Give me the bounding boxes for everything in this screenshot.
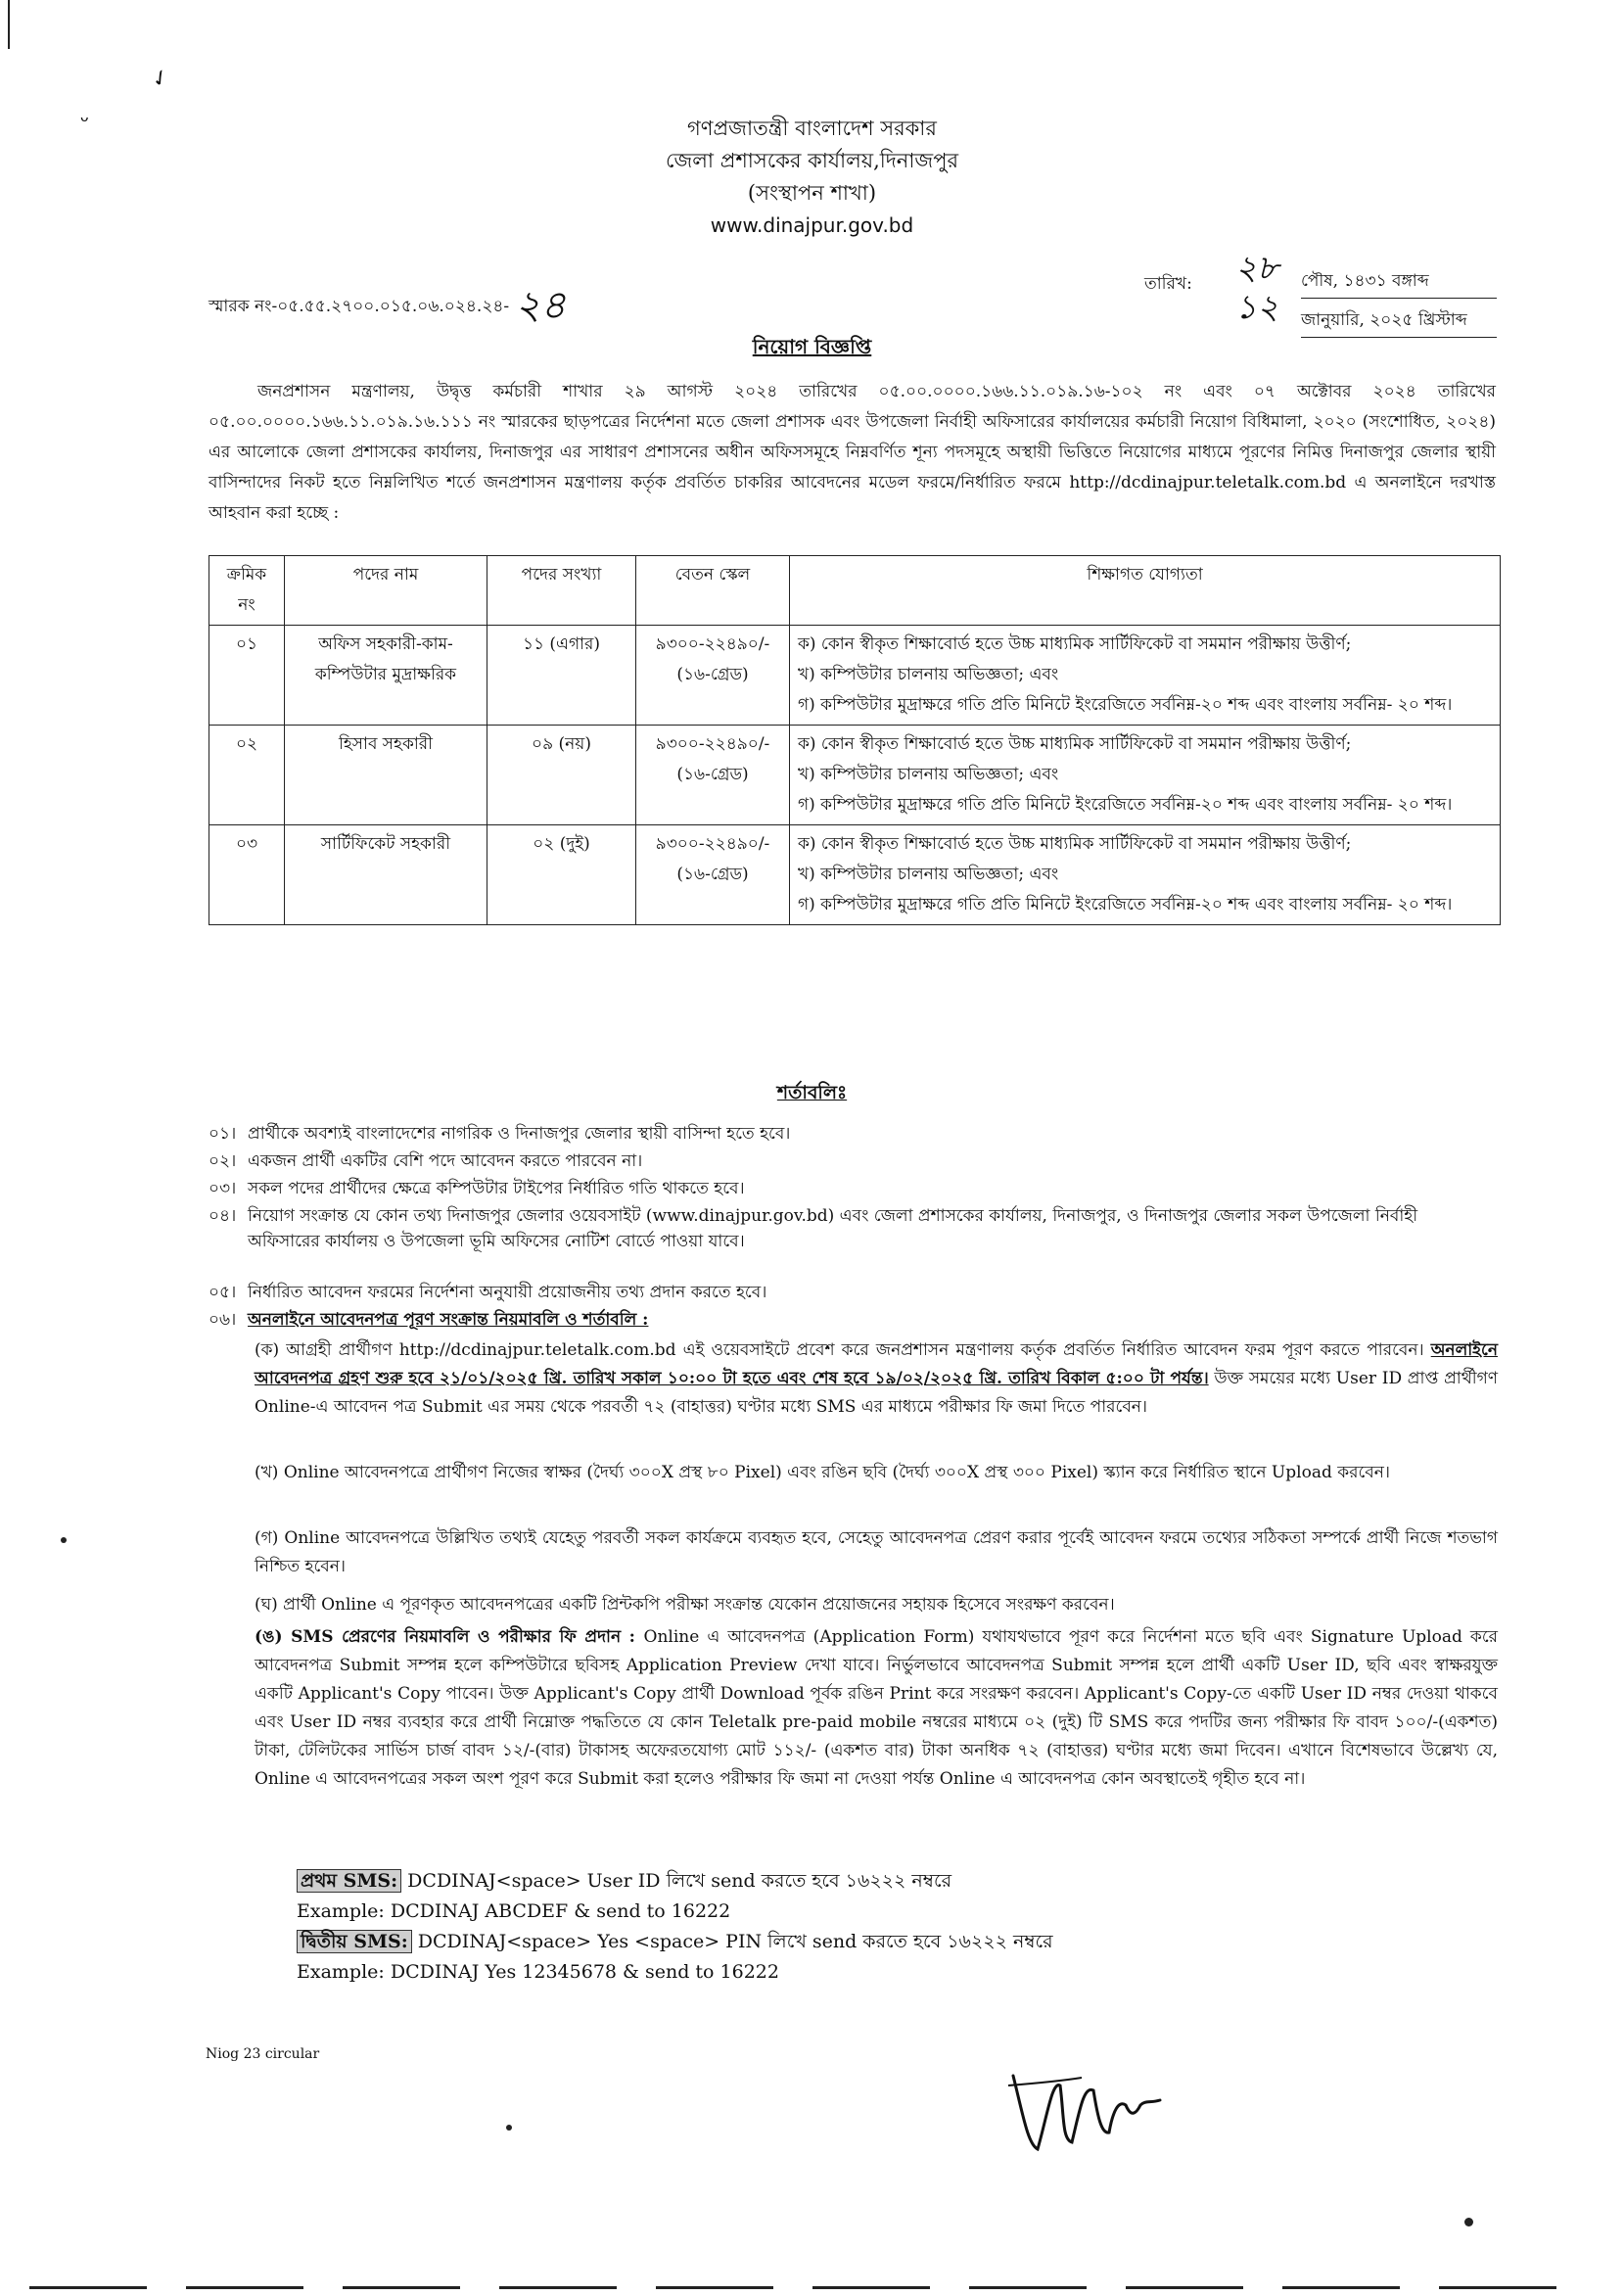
condition-item: ০৪। নিয়োগ সংক্রান্ত যে কোন তথ্য দিনাজপুর জেলার ওয়েবসাইট (www.dinajpur.gov.bd) এবং জেলা প্রশাসকের কার্যালয়, দিনাজপুর, ও দিনাজপুর জেলার সকল উপজেলা নির্বাহী অফিসারের কার্যালয় ও উপজেলা ভূমি অফিসের নোটিশ বোর্ডে পাওয়া যাবে। — [209, 1206, 1418, 1251]
scan-mark: ✓ — [146, 64, 175, 94]
margin-line — [8, 0, 10, 49]
sms-first-example: Example: DCDINAJ ABCDEF & send to 16222 — [297, 1900, 731, 1922]
col-pay-scale: বেতন স্কেল — [636, 556, 790, 626]
condition-item: ০৩। সকল পদের প্রার্থীদের ক্ষেত্রে কম্পিউটার টাইপের নির্ধারিত গতি থাকতে হবে। — [209, 1179, 745, 1198]
intro-paragraph: জনপ্রশাসন মন্ত্রণালয়, উদ্বৃত্ত কর্মচারী শাখার ২৯ আগস্ট ২০২৪ তারিখের ০৫.০০.০০০০.১৬৬.১১.০১৯.১৬-১০২ নং এবং ০৭ অক্টোবর ২০২৪ তারিখের ০৫.০০.০০০০.১৬৬.১১.০১৯.১৬.১১১ নং স্মারকের ছাড়পত্রের নির্দেশনা মতে জেলা প্রশাসক এবং উপজেলা নির্বাহী অফিসারের কার্যালয়ের কর্মচারী নিয়োগ বিধিমালা, ২০২০ (সংশোধিত, ২০২৪) এর আলোকে জেলা প্রশাসকের কার্যালয়, দিনাজপুর এর সাধারণ প্রশাসনের অধীন অফিসসমূহে নিম্নবর্ণিত শূন্য পদসমূহে অস্থায়ী ভিত্তিতে নিয়োগের মাধ্যমে পূরণের নিমিত্ত দিনাজপুর জেলার স্থায়ী বাসিন্দাদের নিকট হতে নিম্নলিখিত শর্তে জনপ্রশাসন মন্ত্রণালয় কর্তৃক প্রবর্তিত চাকরির আবেদনের মডেল ফরমে/নির্ধারিত ফরমে http://dcdinajpur.teletalk.com.bd এ অনলাইনে দরখাস্ত আহবান করা হচ্ছে : — [209, 382, 1496, 523]
clause-umo: (ঙ) SMS প্রেরণের নিয়মাবলি ও পরীক্ষার ফি প্রদান : Online এ আবেদনপত্র (Application Form) যথাযথভাবে পূরণ করে নির্দেশনা মতে ছবি এবং Signature Upload করে আবেদনপত্র Submit সম্পন্ন হলে কম্পিউটারে ছবিসহ Application Preview দেখা যাবে। নির্ভুলভাবে আবেদনপত্র Submit সম্পন্ন হলে প্রার্থী একটি User ID, ছবি এবং স্বাক্ষরযুক্ত একটি Applicant's Copy পাবেন। উক্ত Applicant's Copy প্রার্থী Download পূর্বক রঙিন Print করে সংরক্ষণ করবেন। Applicant's Copy-তে একটি User ID নম্বর দেওয়া থাকবে এবং User ID নম্বর ব্যবহার করে প্রার্থী নিম্নোক্ত পদ্ধতিতে যে কোন Teletalk pre-paid mobile নম্বরের মাধ্যমে ০২ (দুই) টি SMS করে পদটির জন্য পরীক্ষার ফি বাবদ ১০০/-(একশত) টাকা, টেলিটকের সার্ভিস চার্জ বাবদ ১২/-(বার) টাকাসহ অফেরতযোগ্য মোট ১১২/- (একশত বার) টাকা অনধিক ৭২ (বাহাত্তর) ঘণ্টার মধ্যে জমা দিবেন। এখানে বিশেষভাবে উল্লেখ্য যে, Online এ আবেদনপত্রের সকল অংশ পূরণ করে Submit করা হলেও পরীক্ষার ফি জমা না দেওয়া পর্যন্ত Online এ আবেদনপত্র কোন অবস্থাতেই গৃহীত হবে না। — [255, 1627, 1499, 1789]
sms-second: দ্বিতীয় SMS: DCDINAJ<space> Yes <space> PIN লিখে send করতে হবে ১৬২২২ নম্বরে — [297, 1928, 1053, 1955]
condition-item: ০৬। অনলাইনে আবেদনপত্র পূরণ সংক্রান্ত নিয়মাবলি ও শর্তাবলি : — [209, 1310, 649, 1330]
signature — [1003, 2056, 1170, 2164]
table-row — [209, 626, 1501, 726]
row-qualification: ক) কোন স্বীকৃত শিক্ষাবোর্ড হতে উচ্চ মাধ্যমিক সার্টিফিকেট বা সমমান পরীক্ষায় উত্তীর্ণ; খ) কম্পিউটার চালনায় অভিজ্ঞতা; এবং গ) কম্পিউটার মুদ্রাক্ষরে গতি প্রতি মিনিটে ইংরেজিতে সর্বনিম্ন-২০ শব্দ এবং বাংলায় সর্বনিম্ন- ২০ শব্দ। — [790, 626, 1501, 726]
date-block — [1144, 249, 1497, 338]
date-english-month-year: জানুয়ারি, ২০২৫ খ্রিস্টাব্দ — [1301, 307, 1497, 338]
condition-item: ০১। প্রার্থীকে অবশ্যই বাংলাদেশের নাগরিক ও দিনাজপুর জেলার স্থায়ী বাসিন্দা হতে হবে। — [209, 1124, 791, 1144]
clause-ka: (ক) আগ্রহী প্রার্থীগণ http://dcdinajpur.teletalk.com.bd এই ওয়েবসাইটে প্রবেশ করে জনপ্রশাসন মন্ত্রণালয় কর্তৃক প্রবর্তিত নির্ধারিত আবেদন ফরম পূরণ করতে পারবেন। অনলাইনে আবেদনপত্র গ্রহণ শুরু হবে ২১/০১/২০২৫ খ্রি. তারিখ সকাল ১০:০০ টা হতে এবং শেষ হবে ১৯/০২/২০২৫ খ্রি. তারিখ বিকাল ৫:০০ টা পর্যন্ত। উক্ত সময়ের মধ্যে User ID প্রাপ্ত প্রার্থীগণ Online-এ আবেদন পত্র Submit এর সময় থেকে পরবর্তী ৭২ (বাহাত্তর) ঘণ্টার মধ্যে SMS এর মাধ্যমে পরীক্ষার ফি জমা দিতে পারবেন। — [255, 1340, 1499, 1417]
scan-mark: ᴗ — [80, 110, 89, 125]
table-row — [209, 726, 1501, 825]
row-post-count: ০৯ (নয়) — [487, 726, 636, 825]
notice-title: নিয়োগ বিজ্ঞপ্তি — [752, 335, 872, 358]
date-english-day: ১২ — [1234, 288, 1279, 327]
clause-gha: (ঘ) প্রার্থী Online এ পূরণকৃত আবেদনপত্রের একটি প্রিন্টকপি পরীক্ষা সংক্রান্ত যেকোন প্রয়োজনের সহায়ক হিসেবে সংরক্ষণ করবেন। — [255, 1595, 1115, 1615]
row-pay-scale: ৯৩০০-২২৪৯০/- (১৬-গ্রেড) — [636, 825, 790, 925]
header-line-govt: গণপ্রজাতন্ত্রী বাংলাদেশ সরকার — [687, 117, 937, 140]
row-pay-scale: ৯৩০০-২২৪৯০/- (১৬-গ্রেড) — [636, 626, 790, 726]
row-post-name: সার্টিফিকেট সহকারী — [285, 825, 487, 925]
header-line-branch: (সংস্থাপন শাখা) — [747, 181, 877, 205]
clause-kha: (খ) Online আবেদনপত্রে প্রার্থীগণ নিজের স্বাক্ষর (দৈর্ঘ্য ৩০০X প্রস্থ ৮০ Pixel) এবং রঙিন ছবি (দৈর্ঘ্য ৩০০X প্রস্থ ৩০০ Pixel) স্ক্যান করে নির্ধারিত স্থানে Upload করবেন। — [255, 1463, 1390, 1482]
row-qualification: ক) কোন স্বীকৃত শিক্ষাবোর্ড হতে উচ্চ মাধ্যমিক সার্টিফিকেট বা সমমান পরীক্ষায় উত্তীর্ণ; খ) কম্পিউটার চালনায় অভিজ্ঞতা; এবং গ) কম্পিউটার মুদ্রাক্ষরে গতি প্রতি মিনিটে ইংরেজিতে সর্বনিম্ন-২০ শব্দ এবং বাংলায় সর্বনিম্ন- ২০ শব্দ। — [790, 726, 1501, 825]
col-qualification: শিক্ষাগত যোগ্যতা — [790, 556, 1501, 626]
scan-dot — [1464, 2218, 1473, 2226]
col-post-name: পদের নাম — [285, 556, 487, 626]
condition-item: ০২। একজন প্রার্থী একটির বেশি পদে আবেদন করতে পারবেন না। — [209, 1151, 643, 1171]
memo-number — [209, 274, 566, 340]
memo-label: স্মারক নং-০৫.৫৫.২৭০০.০১৫.০৬.০২৪.২৪- — [209, 297, 510, 316]
conditions-title: শর্তাবলিঃ — [776, 1082, 848, 1103]
table-header-row — [209, 556, 1501, 626]
row-post-name: অফিস সহকারী-কাম-কম্পিউটার মুদ্রাক্ষরিক — [285, 626, 487, 726]
date-row-english — [1144, 288, 1497, 338]
file-name: Niog 23 circular — [206, 2046, 320, 2062]
row-post-name: হিসাব সহকারী — [285, 726, 487, 825]
row-serial: ০১ — [209, 626, 285, 726]
sms-second-label: দ্বিতীয় SMS: — [297, 1930, 412, 1953]
header-line-office: জেলা প্রশাসকের কার্যালয়,দিনাজপুর — [665, 149, 959, 172]
row-post-count: ০২ (দুই) — [487, 825, 636, 925]
scan-dot — [506, 2125, 512, 2131]
scan-edge — [29, 2286, 1596, 2289]
scan-dot — [61, 1537, 67, 1543]
date-label: তারিখ: — [1144, 274, 1192, 294]
row-post-count: ১১ (এগার) — [487, 626, 636, 726]
date-bangla-day: ২৮ — [1234, 249, 1279, 288]
col-serial: ক্রমিক নং — [209, 556, 285, 626]
govt-header — [0, 113, 1624, 242]
col-post-count: পদের সংখ্যা — [487, 556, 636, 626]
row-pay-scale: ৯৩০০-২২৪৯০/- (১৬-গ্রেড) — [636, 726, 790, 825]
sms-second-example: Example: DCDINAJ Yes 12345678 & send to 16222 — [297, 1961, 779, 1983]
sms-first-label: প্রথম SMS: — [297, 1869, 401, 1893]
posts-table — [209, 555, 1501, 925]
table-row — [209, 825, 1501, 925]
row-qualification: ক) কোন স্বীকৃত শিক্ষাবোর্ড হতে উচ্চ মাধ্যমিক সার্টিফিকেট বা সমমান পরীক্ষায় উত্তীর্ণ; খ) কম্পিউটার চালনায় অভিজ্ঞতা; এবং গ) কম্পিউটার মুদ্রাক্ষরে গতি প্রতি মিনিটে ইংরেজিতে সর্বনিম্ন-২০ শব্দ এবং বাংলায় সর্বনিম্ন- ২০ শব্দ। — [790, 825, 1501, 925]
header-website[interactable]: www.dinajpur.gov.bd — [710, 213, 914, 237]
application-window: অনলাইনে আবেদনপত্র গ্রহণ শুরু হবে ২১/০১/২০২৫ খ্রি. তারিখ সকাল ১০:০০ টা হতে এবং শেষ হবে ১৯/০২/২০২৫ খ্রি. তারিখ বিকাল ৫:০০ টা পর্যন্ত। — [255, 1340, 1498, 1388]
row-serial: ০২ — [209, 726, 285, 825]
condition-item: ০৫। নির্ধারিত আবেদন ফরমের নির্দেশনা অনুযায়ী প্রয়োজনীয় তথ্য প্রদান করতে হবে। — [209, 1283, 767, 1302]
memo-handwritten-no: ২৪ — [515, 283, 567, 328]
row-serial: ০৩ — [209, 825, 285, 925]
date-row-bangla — [1144, 249, 1497, 299]
date-bangla-month-year: পৌষ, ১৪৩১ বঙ্গাব্দ — [1301, 268, 1497, 299]
sms-first: প্রথম SMS: DCDINAJ<space> User ID লিখে send করতে হবে ১৬২২২ নম্বরে — [297, 1867, 951, 1895]
clause-ga: (গ) Online আবেদনপত্রে উল্লিখিত তথ্যই যেহেতু পরবর্তী সকল কার্যক্রমে ব্যবহৃত হবে, সেহেতু আবেদনপত্র প্রেরণ করার পূর্বেই আবেদন ফরমে তথ্যের সঠিকতা সম্পর্কে প্রার্থী নিজে শতভাগ নিশ্চিত হবেন। — [255, 1528, 1498, 1576]
